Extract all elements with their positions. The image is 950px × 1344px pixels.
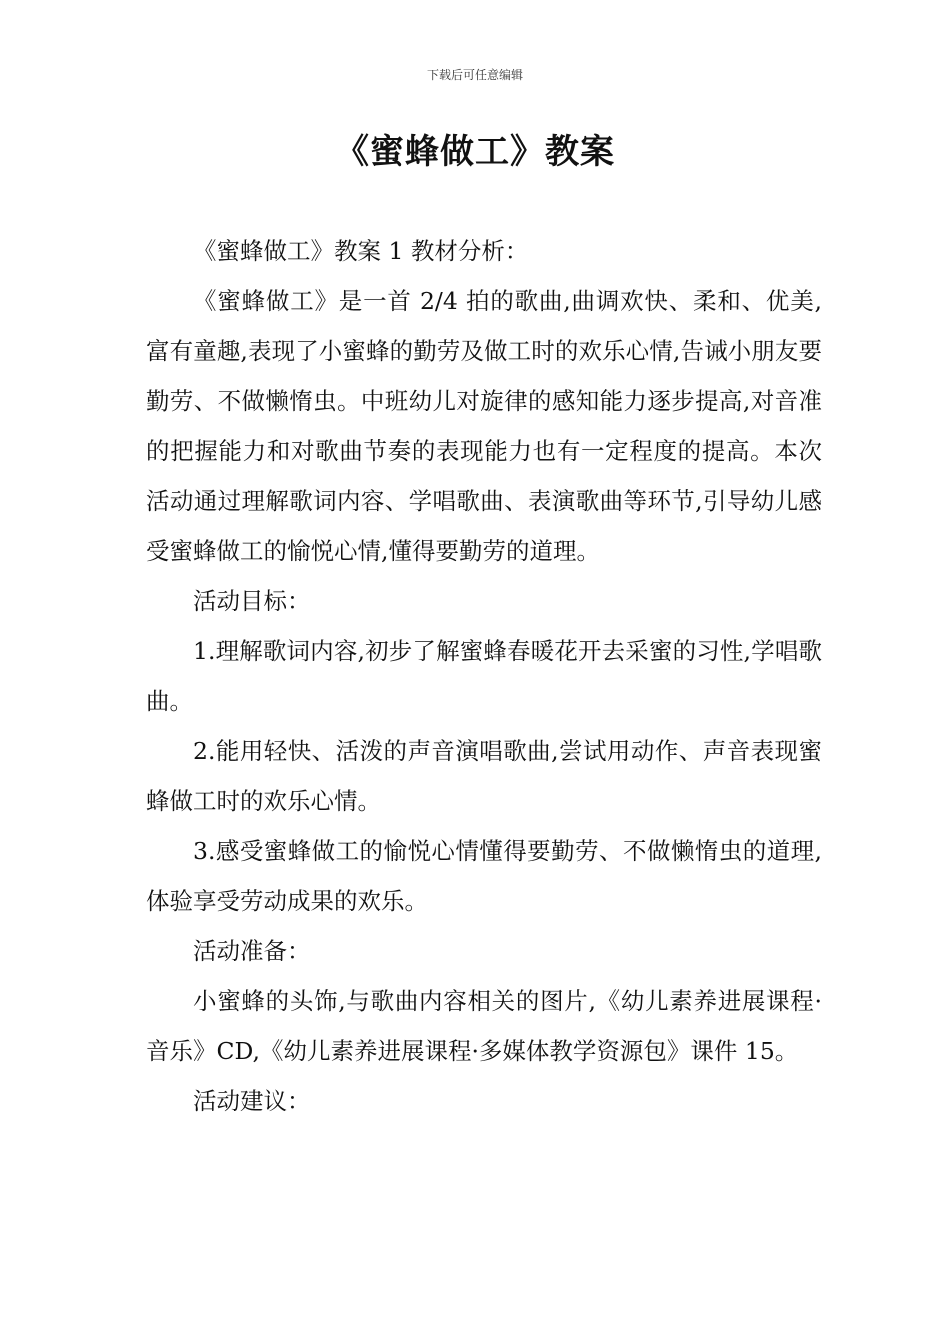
paragraph-goal-3: 3.感受蜜蜂做工的愉悦心情懂得要勤劳、不做懒惰虫的道理,体验享受劳动成果的欢乐。 xyxy=(146,837,822,915)
paragraph-goal-1: 1.理解歌词内容,初步了解蜜蜂春暖花开去采蜜的习性,学唱歌曲。 xyxy=(146,637,822,715)
paragraph-goals-heading: 活动目标： xyxy=(193,587,311,615)
paragraph-suggestions-heading: 活动建议： xyxy=(193,1087,311,1115)
document-body xyxy=(146,226,822,1126)
paragraph-prep: 小蜜蜂的头饰,与歌曲内容相关的图片,《幼儿素养进展课程·音乐》CD,《幼儿素养进展课程·多媒体教学资源包》课件 15。 xyxy=(146,987,822,1065)
paragraph-goal-2: 2.能用轻快、活泼的声音演唱歌曲,尝试用动作、声音表现蜜蜂做工时的欢乐心情。 xyxy=(146,737,822,815)
paragraph-intro-heading: 《蜜蜂做工》教案 1 教材分析： xyxy=(193,237,529,265)
header-note: 下载后可任意编辑 xyxy=(426,68,523,82)
paragraph-prep-heading: 活动准备： xyxy=(193,937,311,965)
paragraph-analysis: 《蜜蜂做工》是一首 2/4 拍的歌曲,曲调欢快、柔和、优美,富有童趣,表现了小蜜蜂的勤劳及做工时的欢乐心情,告诫小朋友要勤劳、不做懒惰虫。中班幼儿对旋律的感知能力逐步提高,对音准的把握能力和对歌曲节奏的表现能力也有一定程度的提高。本次活动通过理解歌词内容、学唱歌曲、表演歌曲等环节,引导幼儿感受蜜蜂做工的愉悦心情,懂得要勤劳的道理。 xyxy=(146,287,822,565)
document-title: 《蜜蜂做工》教案 xyxy=(335,132,615,172)
